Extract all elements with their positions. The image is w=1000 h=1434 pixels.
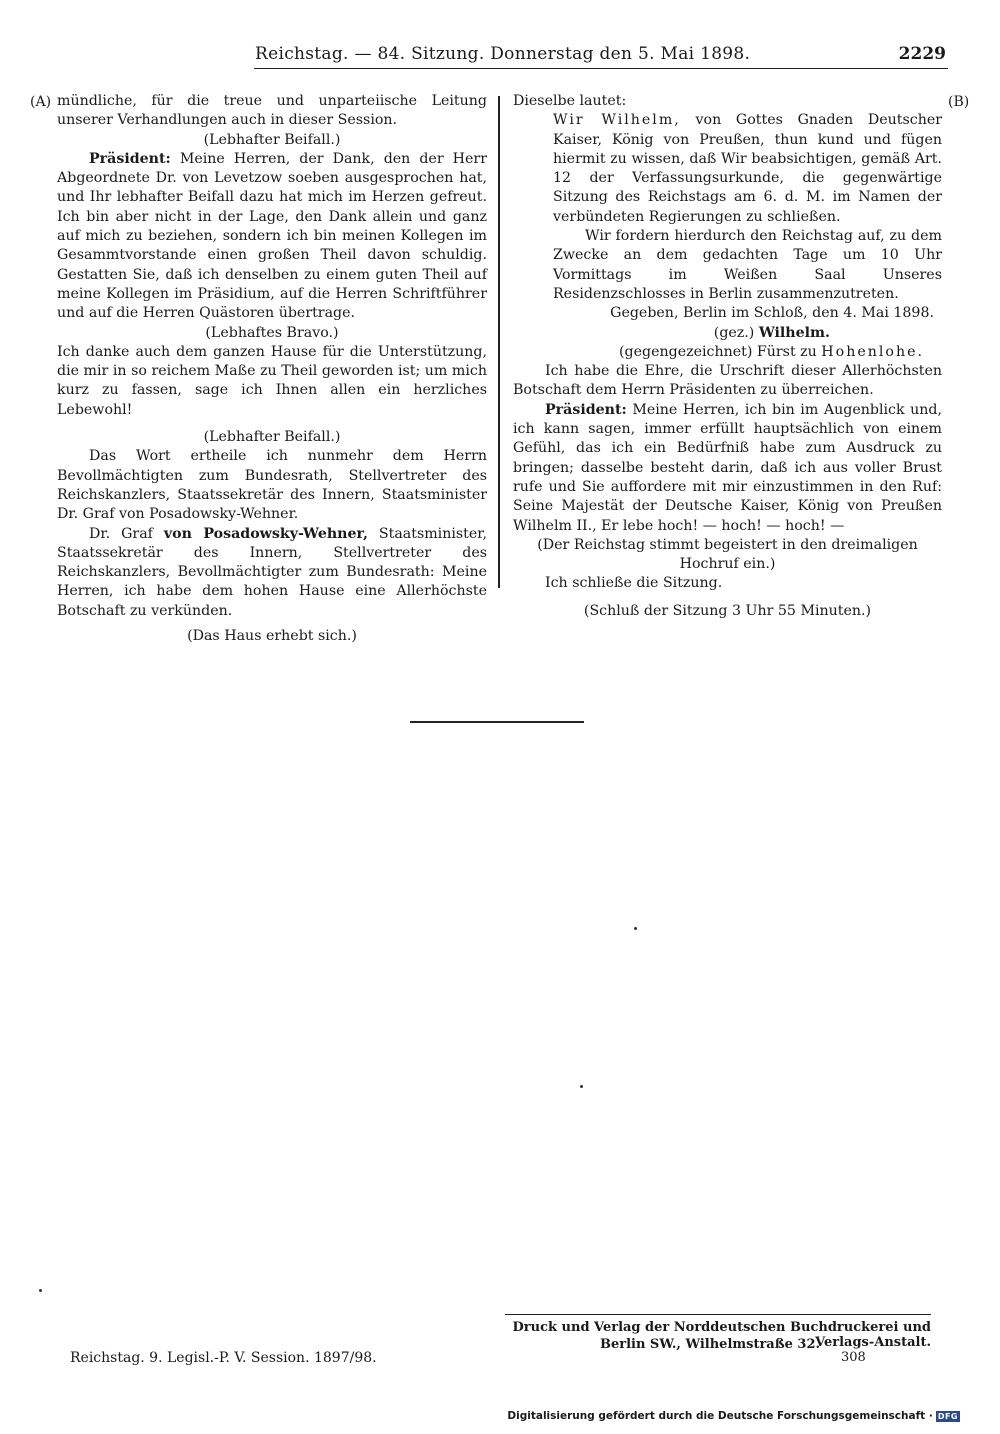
right-paragraph-2 (513, 111, 942, 227)
speaker-posadowsky: von Posadowsky-Wehner, (163, 525, 368, 542)
left-paragraph-5-text: Staatsminister, Staatssekretär des Innern, Stellvertreter des Reichskanzlers, Bevollmächtigter zum Bundesrath: Meine Herren, ich habe dem hohen Hause eine Allerhöchste Botschaft zu verkünden. (57, 525, 488, 619)
footer-sheet-number: 308 (841, 1350, 866, 1365)
left-reaction-4: (Das Haus erhebt sich.) (187, 628, 357, 645)
right-paragraph-8 (513, 401, 942, 536)
speck-mark (580, 1085, 583, 1088)
column-divider (498, 96, 500, 588)
margin-marker-b: (B) (948, 94, 970, 110)
imprint-line-2: Berlin SW., Wilhelmstraße 32. (599, 1337, 821, 1352)
left-reaction-2: (Lebhaftes Bravo.) (205, 324, 339, 341)
left-paragraph-3: Ich danke auch dem ganzen Hause für die Unterstützung, die mir in so reichem Maße zu Theil geworden ist; um mich kurz zu fassen, sage ich Ihnen allen ein herzliches Lebewohl! (57, 343, 487, 418)
countersign-hohenlohe: Hohenlohe. (821, 343, 924, 360)
right-paragraph-3: Wir fordern hierdurch den Reichstag auf, zu dem Zwecke an dem gedachten Tage um 10 Uhr Vormittags im Weißen Saal Unseres Residenzschlosses in Berlin zusammenzutreten. (553, 228, 942, 302)
margin-marker-a: (A) (30, 94, 52, 110)
imprint-rule (505, 1314, 931, 1315)
header-rule (254, 68, 948, 69)
right-paragraph-1: Dieselbe lautet: (513, 93, 627, 109)
left-paragraph-2-text: Meine Herren, der Dank, den der Herr Abgeordnete Dr. von Levetzow soeben ausgesprochen hat, und Ihr lebhafter Beifall dazu hat mich im Herzen gefreut. Ich bin aber nicht in der Lage, den Dank allein und ganz auf mich zu beziehen, sondern ich bin meinen Kollegen im Gesammtvorstande einen großen Theil davon schuldig. Gestatten Sie, daß ich denselben zu einem guten Theil auf meine Kollegen im Präsidium, auf die Herren Schriftführer und auf die Herren Quästoren übertrage. (57, 150, 487, 322)
right-paragraph-5 (513, 324, 942, 343)
left-column (57, 92, 487, 646)
left-reaction-1: (Lebhafter Beifall.) (203, 131, 341, 148)
signature-prefix: (gez.) (713, 324, 755, 341)
right-paragraph-4: Gegeben, Berlin im Schloß, den 4. Mai 1898. (610, 305, 934, 322)
right-paragraph-7: Ich habe die Ehre, die Urschrift dieser Allerhöchsten Botschaft dem Herrn Präsidenten zu überreichen. (513, 363, 942, 399)
right-paragraph-6 (513, 343, 942, 362)
speck-mark (634, 927, 637, 930)
imprint-line-1: Druck und Verlag der Norddeutschen Buchdruckerei und Verlags-Anstalt. (512, 1320, 931, 1350)
page-number: 2229 (898, 44, 946, 64)
left-reaction-3: (Lebhafter Beifall.) (203, 429, 341, 446)
header-title: Reichstag. — 84. Sitzung. Donnerstag den 5. Mai 1898. (255, 44, 751, 64)
left-paragraph-5-prefix: Dr. Graf (89, 525, 153, 542)
left-paragraph-2 (57, 150, 487, 324)
digitization-note (507, 1410, 960, 1422)
countersign-prefix: (gegengezeichnet) Fürst zu (619, 343, 817, 360)
right-reaction-2: (Schluß der Sitzung 3 Uhr 55 Minuten.) (583, 602, 872, 619)
section-separator (410, 721, 584, 723)
dfg-logo-icon: DFG (937, 1411, 958, 1421)
right-paragraph-8-text: Meine Herren, ich bin im Augenblick und, ich kann sagen, immer erfüllt hauptsächlich von einem Gefühl, das ich ein Bedürfniß habe zum Ausdruck zu bringen; dasselbe besteht darin, daß ich aus voller Brust rufe und Sie auffordere mit mir einzustimmen in den Ruf: Seine Majestät der Deutsche Kaiser, König von Preußen Wilhelm II., Er lebe hoch! — hoch! — hoch! — (513, 401, 942, 534)
left-paragraph-1: mündliche, für die treue und unparteiische Leitung unserer Verhandlungen auch in dieser Session. (57, 93, 487, 129)
right-paragraph-2-text: von Gottes Gnaden Deutscher Kaiser, König von Preußen, thun kund und fügen hiermit zu wissen, daß Wir beabsichtigen, gemäß Art. 12 der Verfassungsurkunde, die gegenwärtige Sitzung des Reichstags am 6. d. M. im Namen der verbündeten Regierungen zu schließen. (553, 112, 943, 225)
footer-volume: Reichstag. 9. Legisl.-P. V. Session. 1897/98. (70, 1350, 377, 1366)
signature-wilhelm: Wilhelm. (758, 324, 830, 341)
speaker-president: Präsident: (89, 150, 171, 167)
speaker-president-right: Präsident: (545, 401, 627, 418)
left-paragraph-4: Das Wort ertheile ich nunmehr dem Herrn Bevollmächtigten zum Bundesrath, Stellvertreter des Reichskanzlers, Staatssekretär des Innern, Staatsminister Dr. Graf von Posadowsky-Wehner. (57, 448, 487, 523)
right-reaction-1: (Der Reichstag stimmt begeistert in den dreimaligen Hochruf ein.) (537, 536, 918, 573)
left-paragraph-5 (57, 525, 487, 621)
digitization-text: Digitalisierung gefördert durch die Deutsche Forschungsgemeinschaft · (507, 1410, 933, 1422)
right-column (513, 92, 942, 621)
right-paragraph-9: Ich schließe die Sitzung. (545, 575, 723, 592)
speck-mark (39, 1289, 42, 1292)
emperor-lead: Wir Wilhelm, (553, 112, 681, 129)
